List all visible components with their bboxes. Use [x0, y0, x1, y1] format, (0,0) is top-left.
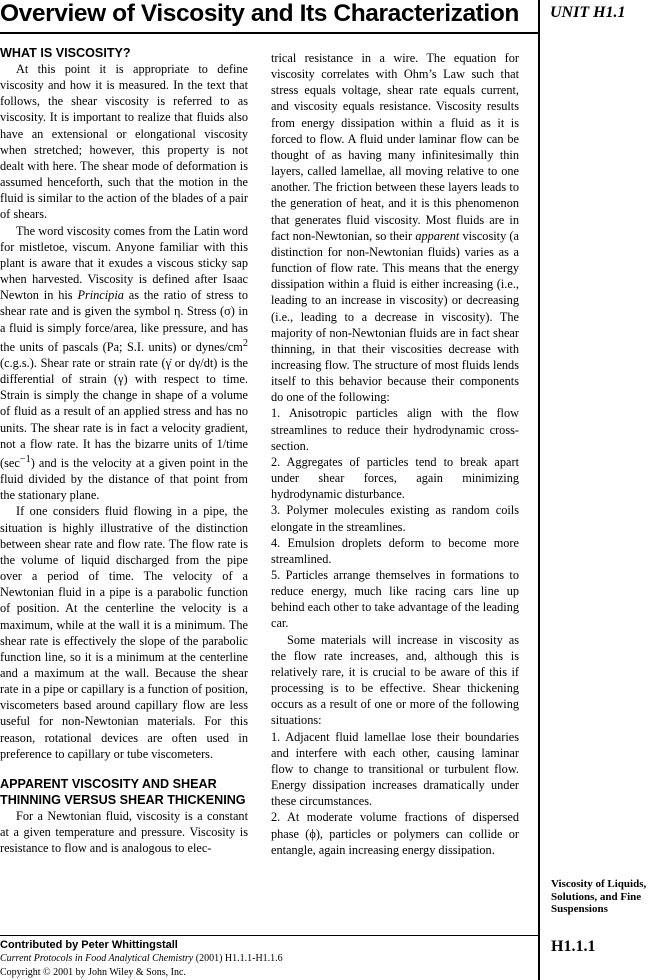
- list-item: 2. Aggregates of particles tend to break apart under shear forces, again minimizing hydrodynamic disturbance.: [271, 454, 519, 502]
- page-title: Overview of Viscosity and Its Characterization: [0, 0, 519, 27]
- list-item: 4. Emulsion droplets deform to become more streamlined.: [271, 535, 519, 566]
- footer-rule: [0, 935, 538, 936]
- section-heading-what-is-viscosity: WHAT IS VISCOSITY?: [0, 46, 131, 60]
- paragraph: If one considers fluid flowing in a pipe, the situation is highly illustrative of the distinction between shear rate and flow rate. The flow rate is the volume of liquid discharged from the pipe over a period of time. The velocity of a Newtonian fluid in a pipe is a parabolic function of position. At the centerline the velocity is a maximum, while at the wall it is a minimum. The shear rate is effectively the slope of the parabolic function line, so it is a minimum at the centerline and a maximum at the wall. Because the shear rate in a pipe or capillary is a function of position, viscometers based around capillary flow are less useful for non-Newtonian materials. For this reason, rotational devices are often used in preference to capillary or tube viscometers.: [0, 504, 248, 761]
- copyright: Copyright © 2001 by John Wiley & Sons, Inc.: [0, 967, 186, 978]
- paragraph: Some materials will increase in viscosity as the flow rate increases, and, although this is relatively rare, it is crucial to be aware of this if processing is to be effective. Shear thickening occurs as a result of one or more of the following situations:: [271, 632, 519, 728]
- contributor: Contributed by Peter Whittingstall: [0, 939, 178, 951]
- text-column-right: [271, 50, 519, 858]
- section-heading-apparent-viscosity: APPARENT VISCOSITY AND SHEAR THINNING VERSUS SHEAR THICKENING: [0, 776, 246, 807]
- footer: [0, 938, 536, 980]
- paragraph: trical resistance in a wire. The equation for viscosity correlates with Ohm’s Law such that stress equals voltage, shear rate equals current, and viscosity equals resistance. Viscosity results from energy dissipation within a fluid as it is forced to flow. A fluid under laminar flow can be thought of as having many infinitesimally thin layers, called lamellae, all moving relative to one another. The friction between these layers leads to the generation of heat, and it is this phenomenon that generates fluid viscosity. Most fluids are in fact non-Newtonian, so their apparent viscosity (a distinction for non-Newtonian fluids) varies as a function of flow rate. This means that the energy dissipation within a fluid is either increasing (i.e., leading to an increase in viscosity) or decreasing (i.e., leading to a decrease in viscosity). The majority of non-Newtonian fluids are in fact shear thinning, in that their viscosities decrease with increasing flow. The structure of most fluids lends itself to this behavior because their components do one of the following:: [271, 51, 519, 405]
- paragraph: At this point it is appropriate to define viscosity and how it is measured. In the text that follows, the shear viscosity is referred to as viscosity. It is important to realize that fluids also have an extensional or elongational viscosity when stretched; however, this property is not dealt with here. The shear mode of deformation is assumed henceforth, such that the motion in the fluid is similar to the action of the blades of a pair of shears.: [0, 62, 248, 222]
- list-item: 1. Adjacent fluid lamellae lose their boundaries and interfere with each other, causing laminar flow to change to transitional or turbulent flow. Energy dissipation increases dramatically under these circumstances.: [271, 729, 519, 809]
- list-item: 1. Anisotropic particles align with the flow streamlines to reduce their hydrodynamic cross-section.: [271, 406, 519, 453]
- list-item: 3. Polymer molecules existing as random coils elongate in the streamlines.: [271, 503, 519, 534]
- list-item: 5. Particles arrange themselves in formations to reduce energy, much like racing cars line up behind each other to take advantage of the leading car.: [271, 568, 519, 631]
- header-rule: [0, 32, 538, 34]
- unit-label: UNIT H1.1: [550, 4, 626, 21]
- paragraph: The word viscosity comes from the Latin word for mistletoe, viscum. Anyone familiar with this plant is aware that it exudes a viscous sticky sap when harvested. Viscosity is defined after Isaac Newton in his Principia as the ratio of stress to shear rate and is given the symbol η. Stress (σ) in a fluid is simply force/area, like pressure, and has the units of pascals (Pa; S.I. units) or dynes/$cm^2$ (c.g.s.). Shear rate or strain rate (γ̇ or dγ/dt) is the differential of strain (γ) with respect to time. Strain is simply the change in shape of a volume of fluid as a result of an applied stress and has no units. The shear rate is in fact a velocity gradient, not a flow rate. It has the bizarre units of 1/time $(\sec^{-1})$ and is the velocity at a given point in the fluid divided by the distance of that point from the stationary plane.: [0, 223, 248, 503]
- list-item: 2. At moderate volume fractions of dispersed phase (ϕ), particles or polymers can collide or entangle, again increasing energy dissipation.: [271, 810, 519, 857]
- page-number: H1.1.1: [551, 938, 596, 955]
- section-sidebar-label: Viscosity of Liquids, Solutions, and Fine Suspensions: [551, 878, 647, 915]
- paragraph: For a Newtonian fluid, viscosity is a constant at a given temperature and pressure. Viscosity is resistance to flow and is analogous to elec-: [0, 808, 248, 856]
- text-column-left: [0, 45, 248, 856]
- citation: Current Protocols in Food Analytical Chemistry (2001) H1.1.1-H1.1.6: [0, 953, 283, 964]
- margin-rule: [538, 0, 540, 980]
